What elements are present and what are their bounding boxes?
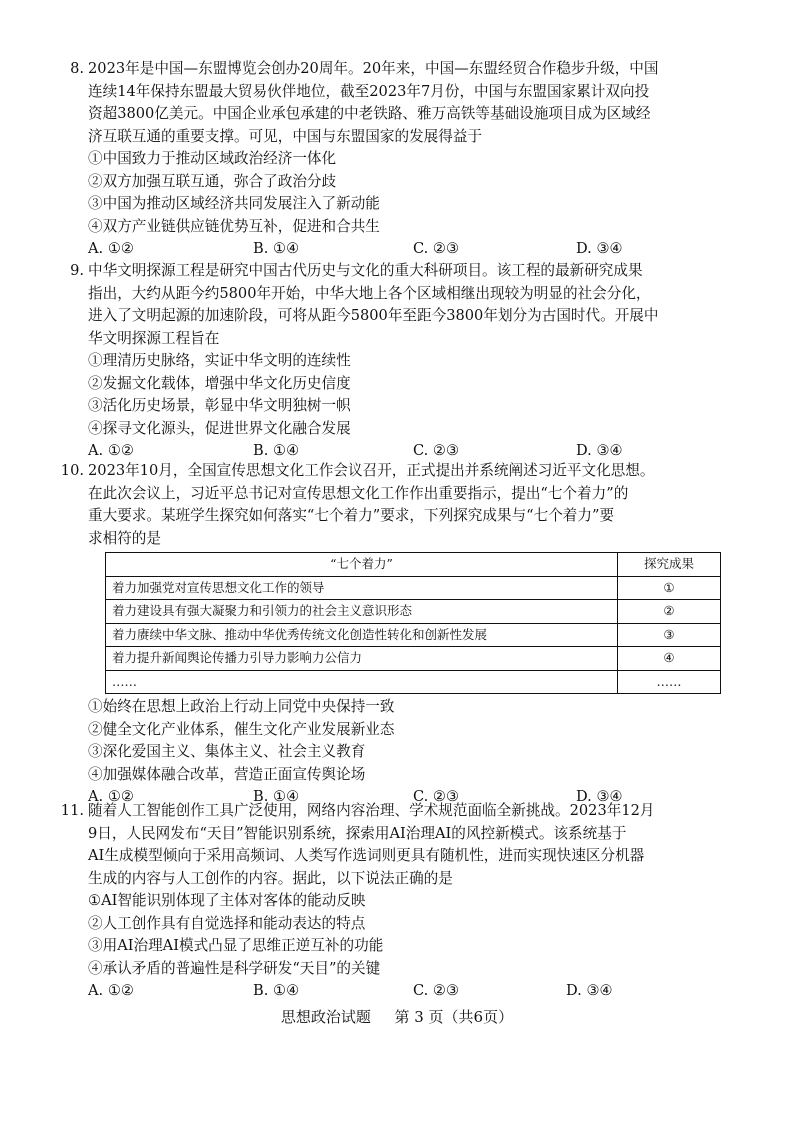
table-cell: 着力赓续中华文脉、推动中华优秀传统文化创造性转化和创新性发展 <box>106 623 618 647</box>
statement-option: ③中国为推动区域经济共同发展注入了新动能 <box>88 195 380 212</box>
statement-option: ③活化历史场景，彰显中华文明独树一帜 <box>88 397 351 414</box>
stem-line: 生成的内容与人工创作的内容。据此，以下说法正确的是 <box>88 869 453 887</box>
choice-a[interactable]: A. ①② <box>88 982 134 999</box>
question-11 <box>60 800 728 1002</box>
table-header-row <box>106 553 721 577</box>
table-cell: 着力加强党对宣传思想文化工作的领导 <box>106 576 618 600</box>
statement-option: ③深化爱国主义、集体主义、社会主义教育 <box>88 743 366 760</box>
table-cell: 着力建设具有强大凝聚力和引领力的社会主义意识形态 <box>106 600 618 624</box>
statement-option: ①理清历史脉络，实证中华文明的连续性 <box>88 352 351 369</box>
choice-d[interactable]: D. ③④ <box>576 442 623 459</box>
choice-b[interactable]: B. ①④ <box>253 788 300 805</box>
stem-line: 连续14年保持东盟最大贸易伙伴地位，截至2023年7月份，中国与东盟国家累计双向投 <box>88 82 650 100</box>
choice-b[interactable]: B. ①④ <box>253 442 300 459</box>
choice-b[interactable]: B. ①④ <box>253 240 300 257</box>
stem-line: 重大要求。某班学生探究如何落实“七个着力”要求，下列探究成果与“七个着力”要 <box>88 507 615 524</box>
question-number: 8. <box>70 60 84 77</box>
table-row <box>106 623 721 647</box>
question-number: 11. <box>60 802 84 819</box>
question-number: 9. <box>70 262 84 279</box>
statement-option: ①中国致力于推动区域政治经济一体化 <box>88 150 337 167</box>
answer-choices <box>88 440 728 462</box>
footer-page-number: 第 3 页（共6页） <box>394 1008 514 1026</box>
table-cell: …… <box>106 670 618 694</box>
statement-option: ②人工创作具有自觉选择和能动表达的特点 <box>88 914 366 932</box>
statement-option: ②健全文化产业体系，催生文化产业发展新业态 <box>88 720 395 738</box>
choice-a[interactable]: A. ①② <box>88 788 134 805</box>
statement-option: ④加强媒体融合改革，营造正面宣传舆论场 <box>88 765 366 783</box>
table-cell: ④ <box>618 647 721 671</box>
stem-line: 2023年是中国—东盟博览会创办20周年。20年来，中国—东盟经贸合作稳步升级，中国 <box>88 60 659 77</box>
table-header-focus: “七个着力” <box>106 553 618 577</box>
choice-d[interactable]: D. ③④ <box>576 788 623 805</box>
stem-line: 随着人工智能创作工具广泛使用，网络内容治理、学术规范面临全新挑战。2023年12月 <box>88 802 655 819</box>
answer-choices <box>88 980 728 1002</box>
choice-b[interactable]: B. ①④ <box>253 982 300 999</box>
table-row <box>106 647 721 671</box>
table-cell: …… <box>618 670 721 694</box>
statement-option: ④承认矛盾的普遍性是科学研发“天目”的关键 <box>88 959 381 977</box>
stem-line: 指出，大约从距今约5800年开始，中华大地上各个区域相继出现较为明显的社会分化， <box>88 284 651 302</box>
table-cell: ② <box>618 600 721 624</box>
stem-line: 进入了文明起源的加速阶段，可将从距今5800年至距今3800年划分为古国时代。开展中 <box>88 307 659 324</box>
choice-c[interactable]: C. ②③ <box>413 240 460 257</box>
footer-subject: 思想政治试题 <box>280 1008 371 1026</box>
question-9 <box>70 260 728 462</box>
stem-line: AI生成模型倾向于采用高频词、人类写作选词则更具有随机性，进而实现快速区分机器 <box>88 847 645 864</box>
choice-d[interactable]: D. ③④ <box>566 982 613 999</box>
stem-line: 资超3800亿美元。中国企业承包承建的中老铁路、雅万高铁等基础设施项目成为区域经 <box>88 105 651 122</box>
table-cell: ① <box>618 576 721 600</box>
choice-c[interactable]: C. ②③ <box>413 788 460 805</box>
page-footer <box>0 1006 794 1029</box>
table-row <box>106 576 721 600</box>
answer-choices <box>88 238 728 260</box>
seven-focus-table <box>105 552 721 694</box>
stem-line: 9日，人民网发布“天目”智能识别系统，探索用AI治理AI的风控新模式。该系统基于 <box>88 824 627 842</box>
choice-a[interactable]: A. ①② <box>88 442 134 459</box>
question-10 <box>60 460 728 808</box>
stem-line: 2023年10月，全国宣传思想文化工作会议召开，正式提出并系统阐述习近平文化思想。 <box>88 462 655 479</box>
choice-c[interactable]: C. ②③ <box>413 442 460 459</box>
question-8 <box>70 58 728 260</box>
statement-option: ④双方产业链供应链优势互补，促进和合共生 <box>88 217 380 235</box>
statement-option: ②双方加强互联互通，弥合了政治分歧 <box>88 172 337 190</box>
stem-line: 济互联互通的重要支撑。可见，中国与东盟国家的发展得益于 <box>88 127 483 145</box>
statement-option: ①AI智能识别体现了主体对客体的能动反映 <box>88 892 366 909</box>
table-row <box>106 670 721 694</box>
statement-option: ①始终在思想上政治上行动上同党中央保持一致 <box>88 698 395 715</box>
stem-line: 在此次会议上，习近平总书记对宣传思想文化工作作出重要指示，提出“七个着力”的 <box>88 484 629 502</box>
choice-a[interactable]: A. ①② <box>88 240 134 257</box>
statement-option: ④探寻文化源头，促进世界文化融合发展 <box>88 419 351 437</box>
table-row <box>106 600 721 624</box>
stem-line: 中华文明探源工程是研究中国古代历史与文化的重大科研项目。该工程的最新研究成果 <box>88 262 643 279</box>
choice-d[interactable]: D. ③④ <box>576 240 623 257</box>
question-number: 10. <box>60 462 84 479</box>
table-header-result: 探究成果 <box>618 553 721 577</box>
statement-option: ③用AI治理AI模式凸显了思维正逆互补的功能 <box>88 937 384 954</box>
stem-line: 华文明探源工程旨在 <box>88 329 220 347</box>
choice-c[interactable]: C. ②③ <box>413 982 460 999</box>
table-cell: ③ <box>618 623 721 647</box>
stem-line: 求相符的是 <box>88 529 161 547</box>
statement-option: ②发掘文化载体，增强中华文化历史信度 <box>88 374 351 392</box>
table-cell: 着力提升新闻舆论传播力引导力影响力公信力 <box>106 647 618 671</box>
